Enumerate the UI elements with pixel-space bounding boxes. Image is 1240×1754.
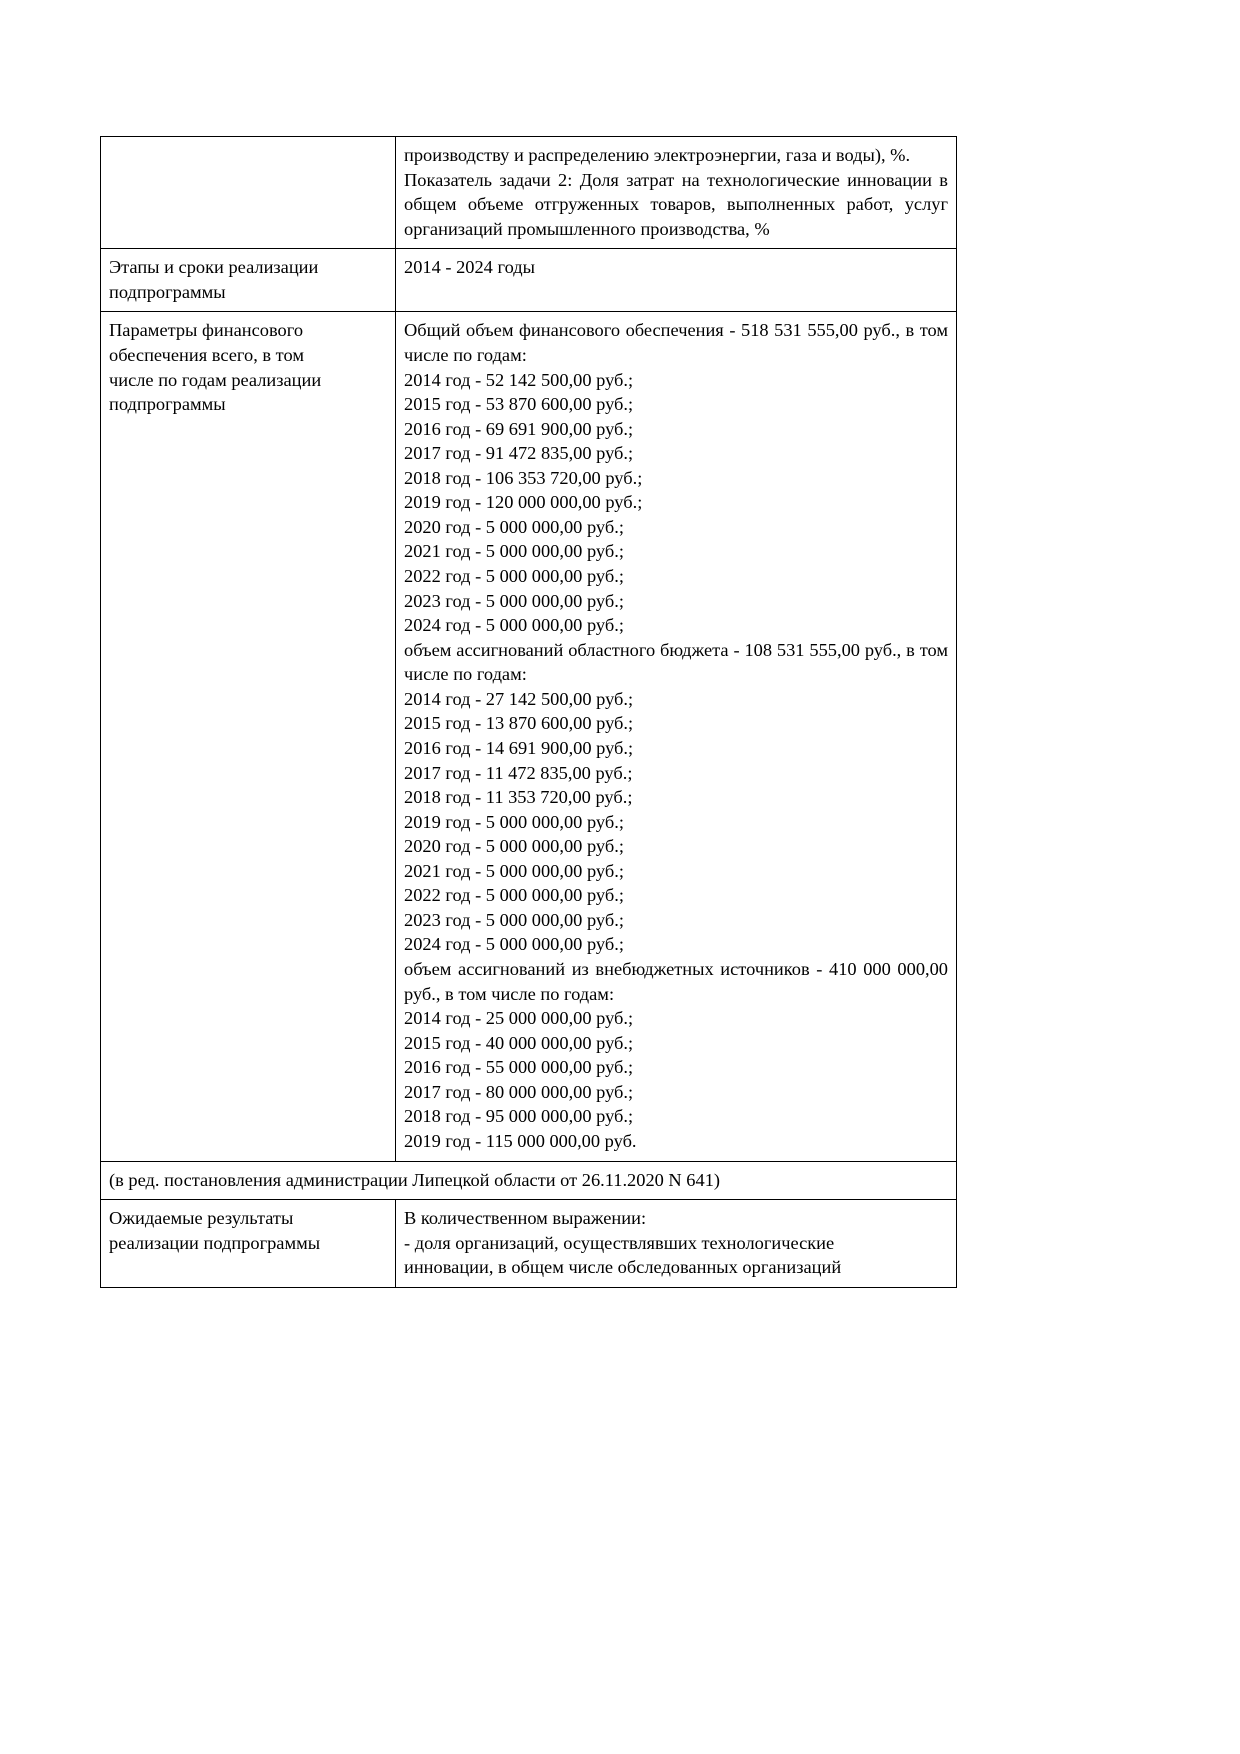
row-label-line: Этапы и сроки реализации <box>109 257 319 278</box>
row-label-cell-indicators <box>101 137 396 249</box>
row-value-cell-indicators <box>396 137 957 249</box>
regional-year-line: 2023 год - 5 000 000,00 руб.; <box>404 909 624 930</box>
table-row <box>101 312 957 1161</box>
regional-year-line: 2017 год - 11 472 835,00 руб.; <box>404 762 633 783</box>
extrabudgetary-year-line: 2014 год - 25 000 000,00 руб.; <box>404 1008 634 1029</box>
row-label-line: Ожидаемые результаты <box>109 1208 294 1229</box>
funding-year-line: 2016 год - 69 691 900,00 руб.; <box>404 418 634 439</box>
table-row <box>101 1161 957 1200</box>
extrabudgetary-summary: объем ассигнований из внебюджетных источников - 410 000 000,00 руб., в том числе по годам: <box>404 959 948 1004</box>
funding-year-line: 2021 год - 5 000 000,00 руб.; <box>404 541 624 562</box>
regional-year-line: 2024 год - 5 000 000,00 руб.; <box>404 934 624 955</box>
amendment-note-text: (в ред. постановления администрации Липецкой области от 26.11.2020 N 641) <box>109 1169 721 1190</box>
extrabudgetary-year-line: 2015 год - 40 000 000,00 руб.; <box>404 1032 634 1053</box>
regional-year-line: 2018 год - 11 353 720,00 руб.; <box>404 787 633 808</box>
regional-budget-summary: объем ассигнований областного бюджета - 108 531 555,00 руб., в том числе по годам: <box>404 639 948 685</box>
regional-year-line: 2020 год - 5 000 000,00 руб.; <box>404 836 624 857</box>
funding-year-line: 2020 год - 5 000 000,00 руб.; <box>404 516 624 537</box>
table-row <box>101 1200 957 1288</box>
funding-year-line: 2023 год - 5 000 000,00 руб.; <box>404 590 624 611</box>
indicator-paragraph-2: Показатель задачи 2: Доля затрат на технологические инновации в общем объеме отгруженных товаров, выполненных работ, услуг организаций промышленного производства, % <box>404 169 948 239</box>
table-row <box>101 249 957 312</box>
extrabudgetary-year-line: 2019 год - 115 000 000,00 руб. <box>404 1130 637 1151</box>
amendment-note-cell <box>101 1161 957 1200</box>
row-label-cell-financial <box>101 312 396 1161</box>
stages-period-text: 2014 - 2024 годы <box>404 257 535 278</box>
row-value-cell-stages <box>396 249 957 312</box>
row-label-line: подпрограммы <box>109 281 226 302</box>
extrabudgetary-year-line: 2017 год - 80 000 000,00 руб.; <box>404 1081 634 1102</box>
total-funding-summary: Общий объем финансового обеспечения - 518 531 555,00 руб., в том числе по годам: <box>404 320 948 365</box>
row-label-line: обеспечения всего, в том <box>109 344 304 365</box>
indicator-paragraph-1: производству и распределению электроэнергии, газа и воды), %. <box>404 145 911 165</box>
regional-year-line: 2015 год - 13 870 600,00 руб.; <box>404 713 634 734</box>
funding-year-line: 2024 год - 5 000 000,00 руб.; <box>404 615 624 636</box>
program-passport-table <box>100 136 957 1288</box>
regional-year-line: 2021 год - 5 000 000,00 руб.; <box>404 860 624 881</box>
funding-year-line: 2019 год - 120 000 000,00 руб.; <box>404 492 643 513</box>
extrabudgetary-year-line: 2018 год - 95 000 000,00 руб.; <box>404 1106 634 1127</box>
funding-year-line: 2018 год - 106 353 720,00 руб.; <box>404 467 643 488</box>
row-label-line: реализации подпрограммы <box>109 1232 321 1253</box>
funding-year-line: 2014 год - 52 142 500,00 руб.; <box>404 369 634 390</box>
row-label-line: числе по годам реализации <box>109 369 322 390</box>
row-label-cell-expected-results <box>101 1200 396 1288</box>
row-value-cell-financial <box>396 312 957 1161</box>
expected-results-line: - доля организаций, осуществлявших технологические <box>404 1232 835 1253</box>
table-row <box>101 137 957 249</box>
row-value-cell-expected-results <box>396 1200 957 1288</box>
stages-blank-line <box>404 280 948 305</box>
extrabudgetary-year-line: 2016 год - 55 000 000,00 руб.; <box>404 1057 634 1078</box>
row-label-cell-stages <box>101 249 396 312</box>
regional-year-line: 2019 год - 5 000 000,00 руб.; <box>404 811 624 832</box>
funding-year-line: 2015 год - 53 870 600,00 руб.; <box>404 394 634 415</box>
expected-results-line: инновации, в общем числе обследованных организаций <box>404 1257 842 1278</box>
regional-year-line: 2022 год - 5 000 000,00 руб.; <box>404 885 624 906</box>
regional-year-line: 2014 год - 27 142 500,00 руб.; <box>404 688 634 709</box>
funding-year-line: 2017 год - 91 472 835,00 руб.; <box>404 443 634 464</box>
row-label-line: Параметры финансового <box>109 320 304 341</box>
funding-year-line: 2022 год - 5 000 000,00 руб.; <box>404 566 624 586</box>
row-label-line: подпрограммы <box>109 394 226 415</box>
regional-year-line: 2016 год - 14 691 900,00 руб.; <box>404 737 634 758</box>
expected-results-line: В количественном выражении: <box>404 1208 647 1229</box>
